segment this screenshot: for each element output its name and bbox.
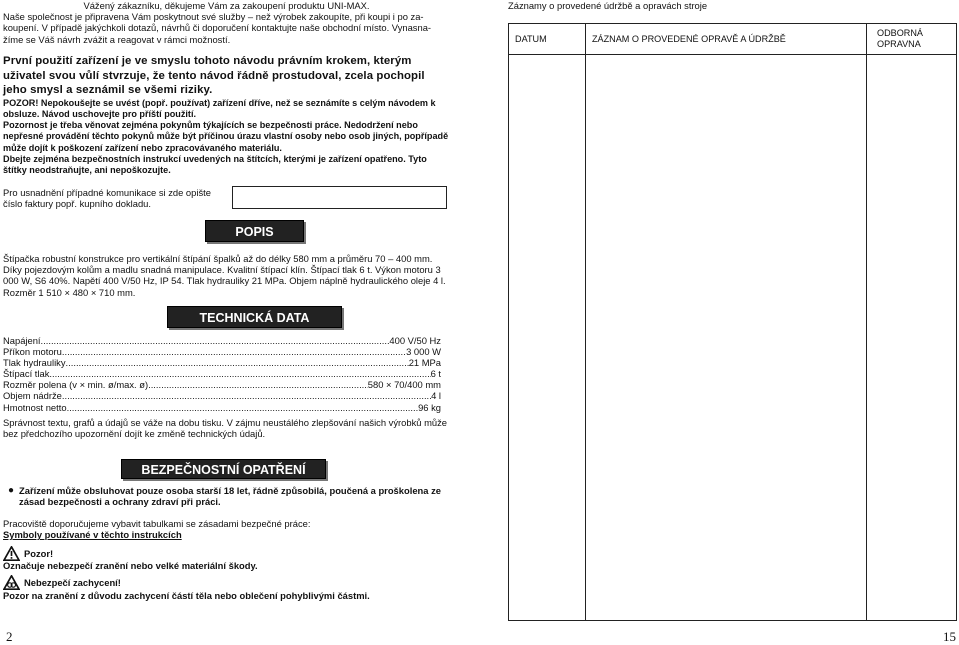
column-header-service-line2: OPRAVNA: [877, 39, 921, 49]
spec-value: 3 000 W: [406, 346, 441, 358]
first-use-warning: [3, 54, 450, 177]
column-header-record: ZÁZNAM O PROVEDENÉ OPRAVĚ A ÚDRŽBĚ: [586, 24, 867, 55]
left-page: [3, 0, 450, 645]
tech-data-heading: TECHNICKÁ DATA: [167, 306, 342, 328]
table-row: [509, 55, 957, 621]
safety-bullet: [3, 485, 450, 507]
spec-label: Rozměr polena (v × min. ø/max. ø): [3, 379, 149, 391]
spec-row: [3, 402, 441, 413]
safety-bullet-text: Zařízení může obsluhovat pouze osoba starší 18 let, řádně způsobilá, poučená a proškolena ze zásad bezpečnosti a ochrany zdraví při práci.: [19, 485, 441, 508]
greeting: Vážený zákazníku, děkujeme Vám za zakoupení produktu UNI-MAX.: [83, 0, 370, 11]
intro-line: Naše společnost je připravena Vám poskytnout své služby – než výrobek zakoupíte, při koupi i po za-: [3, 11, 424, 23]
warning-triangle-icon: [3, 546, 20, 561]
spec-label: Hmotnost netto: [3, 401, 67, 413]
spec-label: Napájení: [3, 335, 41, 346]
records-title: Záznamy o provedené údržbě a opravách stroje: [508, 0, 708, 11]
labels-paragraph: Dbejte zejména bezpečnostních instrukcí uvedených na štítcích, kterými je zařízení opatřeno. Tyto štítky neodstraňujte, ani nepoškozujte.: [3, 153, 427, 176]
warning-description: Označuje nebezpečí zranění nebo velké materiální škody.: [3, 560, 258, 571]
spec-row: [3, 346, 441, 357]
spec-value: 6 t: [430, 368, 441, 380]
spec-list: [3, 335, 441, 413]
column-header-service: [867, 24, 957, 55]
intro-text: [3, 0, 450, 45]
column-header-service-line1: ODBORNÁ: [877, 28, 923, 39]
table-header-row: [509, 24, 957, 55]
entanglement-title: Nebezpečí zachycení!: [24, 576, 121, 588]
service-cell[interactable]: [867, 55, 957, 621]
safety-attention-paragraph: Pozornost je třeba věnovat zejména pokynům týkajících se bezpečnosti práce. Nedodržení nebo nepřesné provádění těchto pokynů může být příčinou úrazu vlastní osoby nebo osob jiných, popřípadě může dojít k poškození zařízení nebo zpracovávaného materiálu.: [3, 120, 449, 153]
spec-label: Příkon motoru: [3, 346, 62, 358]
spec-label: Štípací tlak: [3, 368, 50, 380]
workplace-line: Pracoviště doporučujeme vybavit tabulkami se zásadami bezpečné práce:: [3, 518, 311, 529]
column-header-date: DATUM: [509, 24, 586, 55]
date-cell[interactable]: [509, 55, 586, 621]
workplace-note: [3, 518, 450, 540]
spec-label: Tlak hydrauliky: [3, 357, 66, 369]
spec-row: [3, 368, 441, 379]
description-text: Štípačka robustní konstrukce pro vertikální štípání špalků až do délky 580 mm a průměru 70 – 400 mm. Díky pojezdovým kolům a madlu snadná manipulace. Kvalitní štípací klín. Štípací tlak 6 t. Výkon motoru 3 000 W, S6 40%. Napětí 400 V/50 Hz, IP 54. Tlak hydrauliky 21 MPa. Objem náplně hydraulického oleje 4 l. Rozměr 1 510 × 480 × 710 mm.: [3, 253, 446, 298]
warning-symbol-row: [3, 546, 53, 561]
first-use-paragraph: První použití zařízení je ve smyslu tohoto návodu právním krokem, kterým uživatel svou vůlí stvrzuje, že tento návod řádně prostudoval, zcela pochopil jeho smysl a seznámil se všemi riziky.: [3, 55, 425, 96]
symbols-title: Symboly používané v těchto instrukcích: [3, 529, 182, 541]
spec-row: [3, 379, 441, 390]
page-number-right: 15: [943, 629, 956, 644]
right-page: [508, 0, 956, 645]
page-number-left: 2: [6, 629, 13, 644]
entanglement-symbol-row: [3, 575, 121, 590]
spec-row: [3, 390, 441, 401]
entanglement-hazard-icon: [3, 575, 20, 590]
spec-row: [3, 357, 441, 368]
safety-heading: BEZPEČNOSTNÍ OPATŘENÍ: [121, 459, 326, 479]
bullet-icon: ●: [7, 485, 15, 496]
spec-value: 96 kg: [418, 401, 441, 413]
maintenance-records-table: [508, 23, 957, 621]
spec-value: 400 V/50 Hz: [389, 335, 441, 346]
intro-line: žíme se Váš návrh zvážit a reagovat v rámci možností.: [3, 33, 231, 45]
popis-heading: POPIS: [205, 220, 304, 242]
tech-disclaimer: Správnost textu, grafů a údajů se váže na dobu tisku. V zájmu neustálého zlepšování našich výrobků může bez předchozího upozornění dojít ke změně technických údajů.: [3, 417, 448, 440]
caution-paragraph: POZOR! Nepokoušejte se uvést (popř. používat) zařízení dříve, než se seznámíte s celým návodem k obsluze. Návod uschovejte pro příští použití.: [3, 97, 436, 119]
spec-value: 21 MPa: [408, 357, 441, 369]
spec-label: Objem nádrže: [3, 390, 62, 402]
invoice-note: Pro usnadnění případné komunikace si zde opište číslo faktury popř. kupního dokladu.: [3, 187, 211, 210]
record-cell[interactable]: [586, 55, 867, 621]
intro-line: koupení. V případě jakýchkoli dotazů, návrhů či doporučení kontaktujte naše obchodní místo. Vynasna-: [3, 22, 432, 34]
spec-value: 4 l: [431, 390, 441, 402]
invoice-number-box[interactable]: [232, 186, 447, 209]
spec-value: 580 × 70/400 mm: [367, 379, 441, 391]
warning-title: Pozor!: [24, 547, 54, 559]
spec-row: [3, 335, 441, 346]
entanglement-description: Pozor na zranění z důvodu zachycení částí těla nebo oblečení pohyblivými částmi.: [3, 590, 370, 601]
